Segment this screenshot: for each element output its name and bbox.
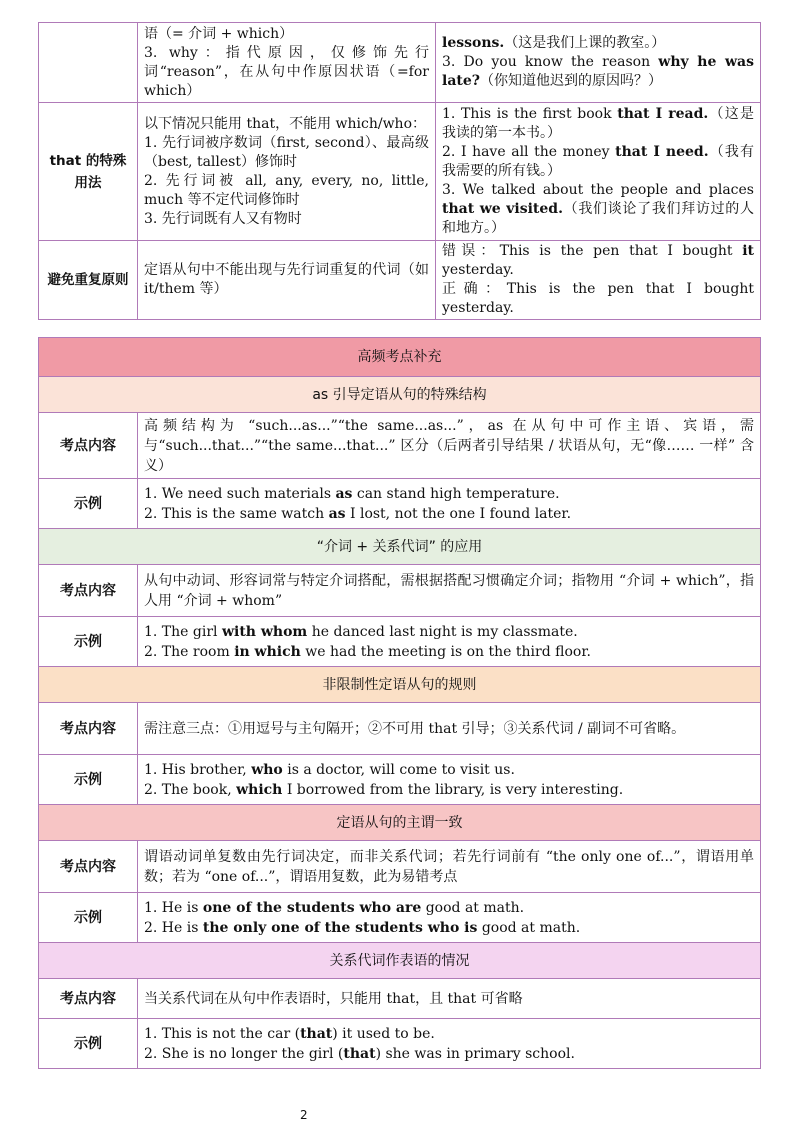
content-label: 考点内容 bbox=[39, 565, 138, 617]
row-label-avoid-repeat: 避免重复原则 bbox=[39, 241, 138, 320]
example-line: 2. She is no longer the girl (that) she was in primary school. bbox=[144, 1045, 575, 1062]
example-line: 2. This is the same watch as I lost, not the one I found later. bbox=[144, 505, 572, 522]
rule-cell: 定语从句中不能出现与先行词重复的代词（如 it/them 等） bbox=[138, 241, 436, 320]
example-line: 1. The girl with whom he danced last night is my classmate. bbox=[144, 623, 578, 640]
table-row bbox=[39, 979, 761, 1019]
example-line: 1. This is the first book that I read.（这是我读的第一本书。） bbox=[442, 106, 755, 141]
rule-cell bbox=[138, 23, 436, 103]
table-row bbox=[39, 841, 761, 893]
content-cell: 从句中动词、形容词常与特定介词搭配，需根据搭配习惯确定介词；指物用 “介词 + which”，指人用 “介词 + whom” bbox=[138, 565, 761, 617]
example-line: 1. His brother, who is a doctor, will come to visit us. bbox=[144, 761, 515, 778]
content-label: 考点内容 bbox=[39, 413, 138, 479]
example-line: 3. We talked about the people and places that we visited.（我们谈论了我们拜访过的人和地方。） bbox=[442, 182, 754, 236]
example-cell bbox=[138, 755, 761, 805]
rule-line: 3. why：指代原因，仅修饰先行词“reason”，在从句中作原因状语（=for which） bbox=[144, 44, 429, 99]
content-cell: 谓语动词单复数由先行词决定，而非关系代词；若先行词前有 “the only one of...”，谓语用单数；若为 “one of...”，谓语用复数，此为易错考点 bbox=[138, 841, 761, 893]
example-line: 2. He is the only one of the students who is good at math. bbox=[144, 919, 581, 936]
table-row bbox=[39, 103, 761, 241]
example-line: 2. The book, which I borrowed from the library, is very interesting. bbox=[144, 781, 624, 798]
table-row bbox=[39, 893, 761, 943]
section-heading: 关系代词作表语的情况 bbox=[39, 943, 761, 979]
row-label-empty bbox=[39, 23, 138, 103]
example-cell bbox=[138, 1019, 761, 1069]
content-cell: 高频结构为 “such...as...”“the same...as...”，as 在从句中可作主语、宾语，需与“such...that...”“the same...that...” 区分（后两者引导结果 / 状语从句，无“像…… 一样” 含义） bbox=[138, 413, 761, 479]
section-heading: 非限制性定语从句的规则 bbox=[39, 667, 761, 703]
example-label: 示例 bbox=[39, 479, 138, 529]
example-line: 1. This is not the car (that) it used to be. bbox=[144, 1025, 435, 1042]
content-label: 考点内容 bbox=[39, 979, 138, 1019]
rule-cell bbox=[138, 103, 436, 241]
content-label: 考点内容 bbox=[39, 703, 138, 755]
example-line-right: 正确：This is the pen that I bought yesterday. bbox=[442, 281, 754, 316]
rule-line: 2. 先行词被 all, any, every, no, little, much 等不定代词修饰时 bbox=[144, 172, 429, 208]
section-heading: as 引导定语从句的特殊结构 bbox=[39, 377, 761, 413]
relative-clause-table bbox=[38, 22, 761, 320]
table-row bbox=[39, 529, 761, 565]
rule-line: 以下情况只能用 that，不能用 which/who： bbox=[144, 115, 426, 132]
example-line: 3. Do you know the reason why he was late?（你知道他迟到的原因吗？） bbox=[442, 54, 754, 89]
example-label: 示例 bbox=[39, 617, 138, 667]
example-line: lessons.（这是我们上课的教室。） bbox=[442, 35, 666, 51]
example-label: 示例 bbox=[39, 893, 138, 943]
rule-line: 3. 先行词既有人又有物时 bbox=[144, 210, 302, 227]
example-cell bbox=[436, 241, 761, 320]
table-row bbox=[39, 479, 761, 529]
example-cell bbox=[436, 23, 761, 103]
content-label: 考点内容 bbox=[39, 841, 138, 893]
table-row bbox=[39, 23, 761, 103]
example-line: 2. The room in which we had the meeting is on the third floor. bbox=[144, 643, 591, 660]
section-heading: “介词 + 关系代词” 的应用 bbox=[39, 529, 761, 565]
example-line-wrong: 错误：This is the pen that I bought it yesterday. bbox=[442, 243, 754, 278]
page-number: 2 bbox=[300, 1108, 308, 1122]
table-row bbox=[39, 241, 761, 320]
row-label-that-usage: that 的特殊用法 bbox=[39, 103, 138, 241]
table-row bbox=[39, 943, 761, 979]
rule-line: 语（= 介词 + which） bbox=[144, 25, 294, 42]
table-row bbox=[39, 755, 761, 805]
supplement-title: 高频考点补充 bbox=[39, 338, 761, 377]
example-cell bbox=[436, 103, 761, 241]
example-line: 2. I have all the money that I need.（我有我需要的所有钱。） bbox=[442, 144, 755, 179]
example-label: 示例 bbox=[39, 1019, 138, 1069]
table-row bbox=[39, 338, 761, 377]
table-row bbox=[39, 703, 761, 755]
content-cell: 当关系代词在从句中作表语时，只能用 that，且 that 可省略 bbox=[138, 979, 761, 1019]
example-label: 示例 bbox=[39, 755, 138, 805]
table-row bbox=[39, 565, 761, 617]
table-row bbox=[39, 377, 761, 413]
example-cell bbox=[138, 479, 761, 529]
example-line: 1. He is one of the students who are good at math. bbox=[144, 899, 525, 916]
example-cell bbox=[138, 893, 761, 943]
table-row bbox=[39, 667, 761, 703]
table-row bbox=[39, 805, 761, 841]
supplement-table bbox=[38, 337, 761, 1069]
section-heading: 定语从句的主谓一致 bbox=[39, 805, 761, 841]
table-row bbox=[39, 1019, 761, 1069]
table-row bbox=[39, 617, 761, 667]
example-cell bbox=[138, 617, 761, 667]
rule-line: 1. 先行词被序数词（first, second）、最高级（best, tallest）修饰时 bbox=[144, 134, 429, 170]
table-row bbox=[39, 413, 761, 479]
example-line: 1. We need such materials as can stand high temperature. bbox=[144, 485, 560, 502]
content-cell: 需注意三点：①用逗号与主句隔开；②不可用 that 引导；③关系代词 / 副词不可省略。 bbox=[138, 703, 761, 755]
